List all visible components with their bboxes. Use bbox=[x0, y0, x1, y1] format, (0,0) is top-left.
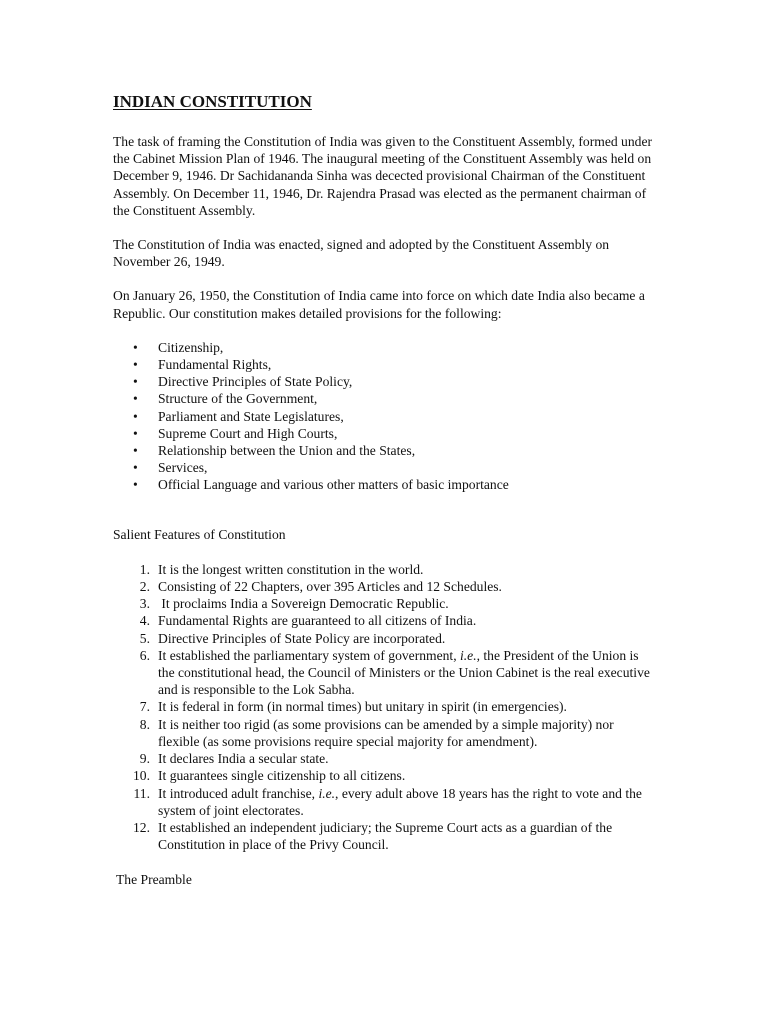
list-item-text: Structure of the Government, bbox=[158, 391, 318, 407]
provisions-list bbox=[113, 339, 658, 494]
feature-text: It introduced adult franchise, bbox=[158, 785, 319, 801]
feature-text-italic: i.e. bbox=[318, 785, 336, 801]
feature-item bbox=[113, 750, 658, 767]
feature-item bbox=[113, 785, 658, 819]
bullet-icon: • bbox=[133, 443, 138, 459]
list-item bbox=[113, 476, 658, 493]
feature-number: 2. bbox=[139, 579, 150, 595]
list-item bbox=[113, 459, 658, 476]
feature-number: 11. bbox=[133, 785, 150, 801]
feature-number: 7. bbox=[139, 699, 150, 715]
paragraph-intro: The task of framing the Constitution of India was given to the Constituent Assembly, formed under the Cabinet Mission Plan of 1946. The inaugural meeting of the Constituent Assembly was held on December 9, 1946. Dr Sachidananda Sinha was decected provisional Chairman of the Constituent Assembly. On December 11, 1946, Dr. Rajendra Prasad was elected as the permanent chairman of the Constituent Assembly. bbox=[113, 134, 653, 218]
feature-item bbox=[113, 716, 658, 750]
list-item bbox=[113, 390, 658, 407]
bullet-icon: • bbox=[133, 425, 138, 441]
feature-text: It declares India a secular state. bbox=[158, 751, 329, 767]
list-item-text: Citizenship, bbox=[158, 339, 224, 355]
feature-number: 1. bbox=[139, 561, 150, 577]
feature-text: Consisting of 22 Chapters, over 395 Articles and 12 Schedules. bbox=[158, 579, 502, 595]
document-page bbox=[113, 92, 658, 889]
list-item-text: Relationship between the Union and the States, bbox=[158, 443, 416, 459]
bullet-icon: • bbox=[133, 460, 138, 476]
feature-number: 3. bbox=[139, 596, 150, 612]
feature-text: , the President of the Union is the constitutional head, the Council of Ministers or the Union Cabinet is the real executive and is responsible to the Lok Sabha. bbox=[158, 647, 650, 698]
list-item bbox=[113, 408, 658, 425]
list-item-text: Supreme Court and High Courts, bbox=[158, 425, 338, 441]
document-title: INDIAN CONSTITUTION bbox=[113, 92, 312, 111]
list-item-text: Fundamental Rights, bbox=[158, 357, 272, 373]
list-item-text: Directive Principles of State Policy, bbox=[158, 374, 353, 390]
feature-text: , every adult above 18 years has the right to vote and the system of joint electorates. bbox=[158, 785, 642, 818]
feature-item bbox=[113, 578, 658, 595]
feature-item bbox=[113, 647, 658, 699]
feature-number: 10. bbox=[133, 768, 150, 784]
paragraph-republic: On January 26, 1950, the Constitution of India came into force on which date India also became a Republic. Our constitution makes detailed provisions for the following: bbox=[113, 288, 645, 321]
list-item bbox=[113, 442, 658, 459]
bullet-icon: • bbox=[133, 391, 138, 407]
feature-item bbox=[113, 612, 658, 629]
bullet-icon: • bbox=[133, 374, 138, 390]
list-item-text: Services, bbox=[158, 460, 208, 476]
feature-text: It is neither too rigid (as some provisions can be amended by a simple majority) nor flexible (as some provisions require special majority for amendment). bbox=[158, 716, 614, 749]
list-item bbox=[113, 373, 658, 390]
preamble-heading: The Preamble bbox=[116, 872, 192, 888]
feature-item bbox=[113, 698, 658, 715]
feature-text: It guarantees single citizenship to all citizens. bbox=[158, 768, 406, 784]
bullet-icon: • bbox=[133, 477, 138, 493]
feature-text: It is federal in form (in normal times) but unitary in spirit (in emergencies). bbox=[158, 699, 567, 715]
feature-text: It established an independent judiciary; the Supreme Court acts as a guardian of the Constitution in place of the Privy Council. bbox=[158, 819, 613, 853]
bullet-icon: • bbox=[133, 339, 138, 355]
feature-item bbox=[113, 595, 658, 612]
paragraph-enactment: The Constitution of India was enacted, signed and adopted by the Constituent Assembly on November 26, 1949. bbox=[113, 237, 610, 270]
feature-number: 12. bbox=[133, 819, 150, 835]
feature-text: Directive Principles of State Policy are incorporated. bbox=[158, 630, 446, 646]
feature-number: 5. bbox=[139, 630, 150, 646]
feature-number: 8. bbox=[139, 716, 150, 732]
feature-number: 9. bbox=[139, 751, 150, 767]
bullet-icon: • bbox=[133, 408, 138, 424]
list-item bbox=[113, 356, 658, 373]
feature-item bbox=[113, 630, 658, 647]
features-list bbox=[113, 561, 658, 853]
feature-number: 4. bbox=[139, 613, 150, 629]
feature-text: It is the longest written constitution in the world. bbox=[158, 561, 424, 577]
features-heading: Salient Features of Constitution bbox=[113, 526, 286, 542]
feature-text: It established the parliamentary system of government, bbox=[158, 647, 460, 663]
feature-text: It proclaims India a Sovereign Democratic Republic. bbox=[158, 596, 449, 612]
feature-item bbox=[113, 767, 658, 784]
feature-text: Fundamental Rights are guaranteed to all citizens of India. bbox=[158, 613, 477, 629]
list-item-text: Parliament and State Legislatures, bbox=[158, 408, 344, 424]
feature-item bbox=[113, 819, 658, 853]
bullet-icon: • bbox=[133, 357, 138, 373]
list-item bbox=[113, 339, 658, 356]
feature-number: 6. bbox=[139, 647, 150, 663]
list-item bbox=[113, 425, 658, 442]
feature-text-italic: i.e. bbox=[460, 647, 477, 663]
list-item-text: Official Language and various other matters of basic importance bbox=[158, 477, 509, 493]
feature-item bbox=[113, 561, 658, 578]
